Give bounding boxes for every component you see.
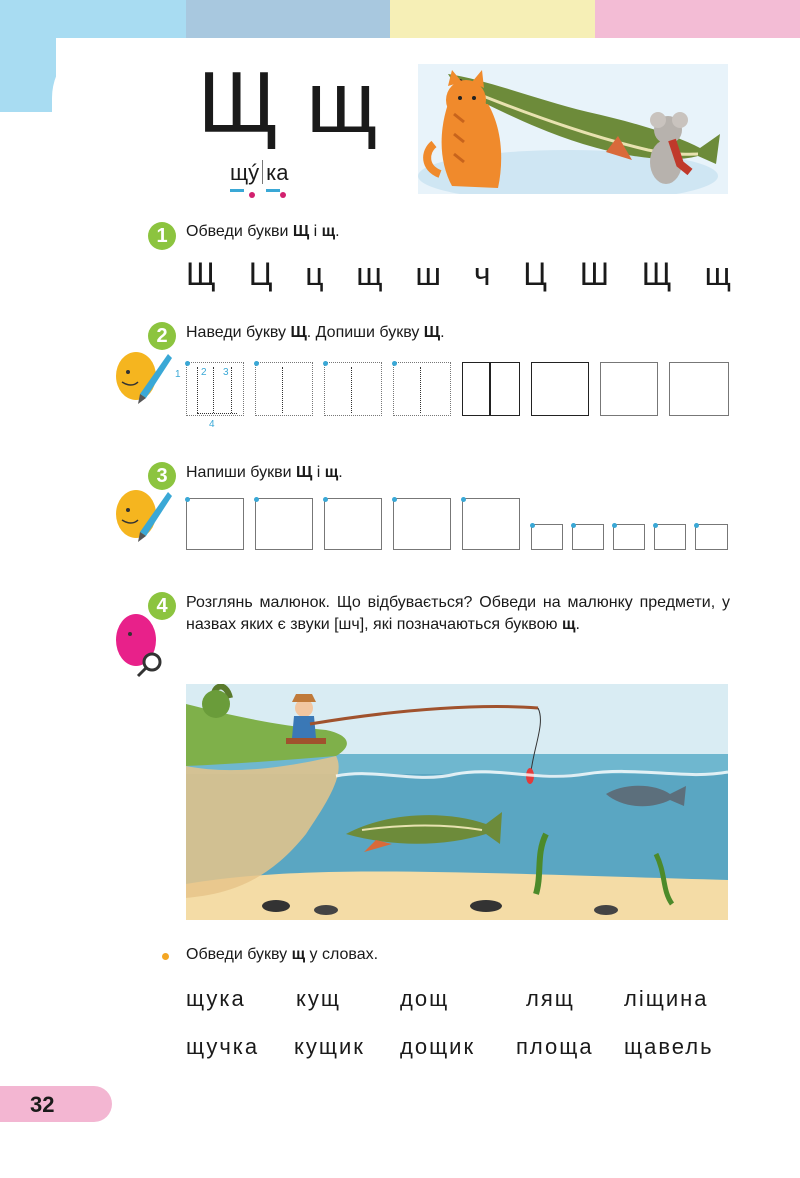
stroke-number: 4: [209, 419, 215, 430]
word-item[interactable]: дощик: [400, 1034, 476, 1059]
task-4-text-after: .: [575, 616, 580, 633]
task-2-text-after: .: [440, 324, 445, 341]
letter-option[interactable]: ч: [473, 256, 491, 292]
corner-block: [0, 0, 56, 112]
write-cell-small[interactable]: [695, 524, 728, 550]
letter-option[interactable]: Щ: [641, 256, 672, 292]
word-item[interactable]: щавель: [624, 1034, 714, 1059]
trace-stroke-3: [231, 367, 233, 413]
syllable-2-text: ка: [266, 160, 289, 185]
write-cell[interactable]: [600, 362, 658, 416]
start-dot: [612, 523, 617, 528]
letter-option[interactable]: Ц: [523, 256, 547, 292]
task-1-bold-1: Щ: [292, 223, 310, 240]
task-2-text-before: Наведи букву: [186, 324, 291, 341]
write-cell[interactable]: [462, 362, 520, 416]
guide-stroke: [489, 363, 491, 415]
start-dot: [185, 361, 190, 366]
bullet-text-after: у словах.: [305, 946, 379, 963]
letter-option[interactable]: ц: [305, 256, 324, 292]
word-item[interactable]: площа: [516, 1034, 594, 1059]
task-2-number: 2: [148, 322, 176, 350]
task-4-text-before: Розглянь малюнок. Що відбувається? Обведи на малюнку предмети, у назвах яких є звуки [шч], які позначаються буквою: [186, 594, 730, 633]
pen-mascot-icon: [110, 346, 174, 410]
pike-cat-mouse-illustration: [418, 64, 728, 194]
trace-stroke: [351, 367, 352, 413]
trace-stroke-4: [197, 413, 237, 415]
bullet-instruction: [186, 946, 378, 964]
syllable-separator: [262, 160, 263, 184]
start-dot: [571, 523, 576, 528]
syllable-1: [230, 160, 259, 186]
syllable-2: [266, 160, 288, 186]
header-stripe-grey-blue: [186, 0, 390, 38]
header-stripe-pink: [595, 0, 800, 38]
trace-cell[interactable]: [255, 362, 313, 416]
task-1-bold-2: щ: [321, 223, 336, 240]
bullet-text-before: Обведи букву: [186, 946, 292, 963]
start-dot: [694, 523, 699, 528]
word-item[interactable]: щука: [186, 986, 246, 1011]
task-3-text-mid: і: [312, 464, 325, 481]
trace-stroke-1: [197, 367, 199, 413]
syllable-1-text: щý: [230, 160, 260, 185]
letter-option[interactable]: Ш: [579, 256, 610, 292]
word-item[interactable]: дощ: [400, 986, 450, 1011]
write-cell-small[interactable]: [654, 524, 686, 550]
start-dot: [323, 497, 328, 502]
header-stripe-yellow: [390, 0, 595, 38]
start-dot: [254, 497, 259, 502]
trace-cell[interactable]: [324, 362, 382, 416]
task-1-text-mid: і: [309, 223, 322, 240]
vowel-dot: [249, 192, 255, 198]
word-item[interactable]: кущ: [296, 986, 341, 1011]
start-dot: [653, 523, 658, 528]
task-1-text-after: .: [335, 223, 340, 240]
task-3-text-before: Напиши букви: [186, 464, 296, 481]
page-number: 32: [30, 1092, 55, 1117]
stroke-number: 2: [201, 367, 207, 378]
word-item[interactable]: лящ: [526, 986, 575, 1011]
start-dot: [254, 361, 259, 366]
task-1-instruction: [186, 223, 340, 241]
task-2-text-mid: . Допиши букву: [306, 324, 424, 341]
bullet-bold: щ: [291, 946, 306, 963]
start-dot: [530, 523, 535, 528]
task-2-bold-1: Щ: [290, 324, 307, 341]
write-cell-small[interactable]: [613, 524, 645, 550]
word-item[interactable]: ліщина: [624, 986, 709, 1011]
task-1-text-before: Обведи букви: [186, 223, 293, 240]
syllable-scheme: [230, 160, 288, 186]
magnifier-mascot-icon: [112, 610, 170, 678]
letter-option[interactable]: Ц: [248, 256, 273, 292]
task-4-bold: щ: [561, 616, 576, 633]
word-item[interactable]: щучка: [186, 1034, 260, 1059]
write-cell-small[interactable]: [531, 524, 563, 550]
task-3-bold-2: щ: [324, 464, 339, 481]
page-number-tab: [0, 1086, 112, 1122]
trace-cell[interactable]: [175, 362, 244, 430]
consonant-dash: [266, 189, 280, 192]
write-cell-small[interactable]: [572, 524, 604, 550]
write-cell-capital[interactable]: [186, 498, 244, 550]
task-1-number: 1: [148, 222, 176, 250]
task-3-number: 3: [148, 462, 176, 490]
task-2-bold-2: Щ: [423, 324, 441, 341]
write-cell-capital[interactable]: [393, 498, 451, 550]
stroke-number: 1: [175, 369, 181, 380]
write-cell[interactable]: [531, 362, 589, 416]
trace-stroke: [282, 367, 283, 413]
task-3-bold-1: Щ: [295, 464, 313, 481]
letter-option[interactable]: ш: [415, 256, 442, 292]
trace-stroke-2: [213, 367, 215, 413]
vowel-dot: [280, 192, 286, 198]
bullet-dot: [162, 953, 169, 960]
task-4-instruction: [186, 592, 730, 636]
letter-option[interactable]: Щ: [186, 256, 216, 292]
write-cell-capital[interactable]: [462, 498, 520, 550]
task-4-number: 4: [148, 592, 176, 620]
pen-mascot-icon: [110, 484, 174, 548]
start-dot: [392, 361, 397, 366]
trace-stroke: [420, 367, 421, 413]
start-dot: [185, 497, 190, 502]
fishing-scene-illustration[interactable]: [186, 684, 728, 920]
start-dot: [461, 497, 466, 502]
letter-title: Щ щ: [198, 55, 380, 151]
write-cell-capital[interactable]: [255, 498, 313, 550]
word-item[interactable]: кущик: [294, 1034, 365, 1059]
task-1-letter-row: [186, 256, 731, 293]
letter-option[interactable]: щ: [704, 256, 731, 292]
task-2-instruction: [186, 324, 445, 342]
start-dot: [323, 361, 328, 366]
trace-cell[interactable]: [393, 362, 451, 416]
task-3-instruction: [186, 464, 343, 482]
write-cell-capital[interactable]: [324, 498, 382, 550]
task-3-text-after: .: [338, 464, 343, 481]
consonant-dash: [230, 189, 244, 192]
write-cell[interactable]: [669, 362, 729, 416]
start-dot: [392, 497, 397, 502]
stroke-number: 3: [223, 367, 229, 378]
letter-option[interactable]: щ: [356, 256, 383, 292]
